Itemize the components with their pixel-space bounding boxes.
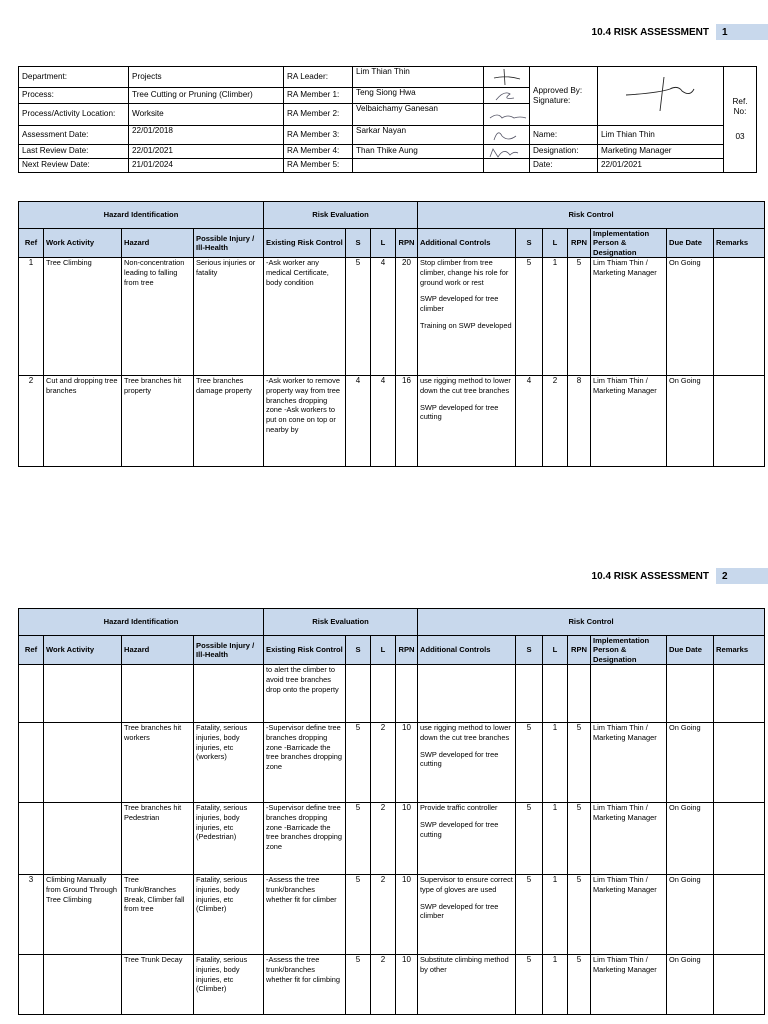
cell-ref: 3 (19, 875, 44, 955)
assessment-date-value: 22/01/2018 (129, 126, 284, 145)
cell-s2: 5 (516, 258, 543, 376)
cell-implementation: Lim Thiam Thin / Marketing Manager (591, 258, 667, 376)
col-remarks: Remarks (714, 636, 765, 665)
col-due-date: Due Date (667, 229, 714, 258)
additional-control-item: SWP developed for tree climber (420, 294, 499, 313)
risk-evaluation-header: Risk Evaluation (264, 609, 418, 636)
info-table (18, 66, 757, 173)
col-implementation: Implementation Person & Designation (591, 636, 667, 665)
cell-ref: 2 (19, 376, 44, 467)
cell-s: 4 (346, 376, 371, 467)
signature-image (484, 104, 528, 126)
ra-member2-value: Velbaichamy Ganesan (353, 104, 484, 126)
cell-existing-control: -Supervisor define tree branches dropping zone -Barricade the tree branches dropping zone (264, 723, 346, 803)
cell-remarks (714, 665, 765, 723)
cell-s (346, 665, 371, 723)
cell-existing-control: -Assess the tree trunk/branches whether fit for climbing (264, 955, 346, 1015)
signature-leader (484, 67, 530, 88)
col-rpn2: RPN (568, 636, 591, 665)
hazard-identification-header: Hazard Identification (19, 202, 264, 229)
cell-additional-controls (418, 803, 516, 875)
process-label: Process: (19, 88, 129, 104)
cell-possible-injury: Fatality, serious injuries, body injuries, etc (Climber) (194, 875, 264, 955)
ra-leader-label: RA Leader: (284, 67, 353, 88)
cell-due-date: On Going (667, 376, 714, 467)
signature-image (484, 145, 528, 159)
col-hazard: Hazard (122, 636, 194, 665)
cell-implementation: Lim Thiam Thin / Marketing Manager (591, 723, 667, 803)
cell-s2: 5 (516, 955, 543, 1015)
department-value: Projects (129, 67, 284, 88)
col-existing-control: Existing Risk Control (264, 636, 346, 665)
cell-hazard: Tree Trunk Decay (122, 955, 194, 1015)
cell-l2: 1 (543, 875, 568, 955)
cell-rpn: 10 (396, 955, 418, 1015)
name-label: Name: (530, 126, 598, 145)
cell-l: 2 (371, 955, 396, 1015)
cell-additional-controls (418, 723, 516, 803)
cell-s: 5 (346, 955, 371, 1015)
col-l2: L (543, 636, 568, 665)
assessment-date-label: Assessment Date: (19, 126, 129, 145)
risk-control-header: Risk Control (418, 609, 765, 636)
cell-work-activity (44, 723, 122, 803)
cell-existing-control: -Ask worker to remove property way from tree branches dropping zone -Ask workers to put on cone on top or nearby by (264, 376, 346, 467)
cell-rpn2: 5 (568, 875, 591, 955)
cell-existing-control: -Supervisor define tree branches dropping zone -Barricade the tree branches dropping zone (264, 803, 346, 875)
table-row (19, 723, 765, 803)
additional-control-item: use rigging method to lower down the cut tree branches (420, 376, 511, 396)
cell-possible-injury: Fatality, serious injuries, body injuries, etc (workers) (194, 723, 264, 803)
additional-control-item: Provide traffic controller (420, 803, 498, 813)
cell-rpn2: 5 (568, 723, 591, 803)
cell-s: 5 (346, 875, 371, 955)
col-ref: Ref (19, 229, 44, 258)
signature-member5 (484, 159, 530, 173)
document-title: 10.4 RISK ASSESSMENT (591, 26, 709, 38)
ref-value: 03 (735, 131, 745, 141)
risk-evaluation-header: Risk Evaluation (264, 202, 418, 229)
location-label: Process/Activity Location: (19, 104, 129, 126)
col-l: L (371, 636, 396, 665)
page-number: 1 (716, 24, 768, 40)
cell-possible-injury: Fatality, serious injuries, body injuries, etc (Climber) (194, 955, 264, 1015)
cell-ref (19, 955, 44, 1015)
cell-s: 5 (346, 723, 371, 803)
cell-work-activity: Climbing Manually from Ground Through Tree Climbing (44, 875, 122, 955)
additional-control-item: Stop climber from tree climber, change his role for ground work or rest (420, 258, 509, 287)
additional-control-item: Substitute climbing method by other (420, 955, 509, 975)
cell-additional-controls (418, 376, 516, 467)
table-row (19, 955, 765, 1015)
cell-due-date (667, 665, 714, 723)
signature-member2 (484, 104, 530, 126)
col-rpn: RPN (396, 229, 418, 258)
cell-rpn2 (568, 665, 591, 723)
cell-additional-controls (418, 258, 516, 376)
col-existing-control: Existing Risk Control (264, 229, 346, 258)
ref-label: Ref. No: (732, 97, 748, 117)
cell-due-date: On Going (667, 723, 714, 803)
cell-l2: 1 (543, 955, 568, 1015)
cell-rpn2: 8 (568, 376, 591, 467)
cell-remarks (714, 803, 765, 875)
cell-existing-control: to alert the climber to avoid tree branches drop onto the property (264, 665, 346, 723)
col-s: S (346, 229, 371, 258)
cell-ref (19, 665, 44, 723)
cell-rpn2: 5 (568, 258, 591, 376)
col-possible-injury: Possible Injury / Ill-Health (194, 636, 264, 665)
cell-remarks (714, 376, 765, 467)
cell-implementation: Lim Thiam Thin / Marketing Manager (591, 955, 667, 1015)
cell-existing-control: -Assess the tree trunk/branches whether fit for climber (264, 875, 346, 955)
ra-leader-value: Lim Thian Thin (353, 67, 484, 88)
col-rpn: RPN (396, 636, 418, 665)
cell-l: 4 (371, 376, 396, 467)
cell-work-activity (44, 803, 122, 875)
designation-label: Designation: (530, 145, 598, 159)
next-review-value: 21/01/2024 (129, 159, 284, 173)
additional-control-item: use rigging method to lower down the cut tree branches (420, 723, 511, 743)
cell-additional-controls (418, 875, 516, 955)
ra-member5-value (353, 159, 484, 173)
col-hazard: Hazard (122, 229, 194, 258)
cell-l2: 2 (543, 376, 568, 467)
cell-hazard (122, 665, 194, 723)
signature-member3 (484, 126, 530, 145)
col-implementation: Implementation Person & Designation (591, 229, 667, 258)
ra-member4-value: Than Thike Aung (353, 145, 484, 159)
signature-member4 (484, 145, 530, 159)
cell-remarks (714, 258, 765, 376)
date-value: 22/01/2021 (598, 159, 724, 173)
cell-existing-control: -Ask worker any medical Certificate, body condition (264, 258, 346, 376)
cell-work-activity: Tree Climbing (44, 258, 122, 376)
col-l2: L (543, 229, 568, 258)
cell-possible-injury: Fatality, serious injuries, body injuries, etc (Pedestrian) (194, 803, 264, 875)
approved-signature-image (598, 67, 718, 123)
cell-rpn: 16 (396, 376, 418, 467)
signature-member1 (484, 88, 530, 104)
cell-implementation (591, 665, 667, 723)
additional-control-item: SWP developed for tree cutting (420, 749, 499, 769)
process-value: Tree Cutting or Pruning (Climber) (129, 88, 284, 104)
cell-rpn2: 5 (568, 955, 591, 1015)
cell-rpn (396, 665, 418, 723)
cell-possible-injury (194, 665, 264, 723)
col-s: S (346, 636, 371, 665)
ra-member1-value: Teng Siong Hwa (353, 88, 484, 104)
table-row (19, 376, 765, 467)
col-additional-controls: Additional Controls (418, 229, 516, 258)
cell-hazard: Tree branches hit Pedestrian (122, 803, 194, 875)
name-value: Lim Thian Thin (598, 126, 724, 145)
signature-image (484, 67, 528, 87)
page-header-1 (592, 24, 768, 40)
cell-s2: 5 (516, 723, 543, 803)
cell-hazard: Tree branches hit workers (122, 723, 194, 803)
page-number: 2 (716, 568, 768, 584)
additional-control-item: SWP developed for tree cutting (420, 820, 499, 839)
col-s2: S (516, 229, 543, 258)
cell-s: 5 (346, 803, 371, 875)
cell-remarks (714, 875, 765, 955)
col-l: L (371, 229, 396, 258)
additional-control-item: SWP developed for tree cutting (420, 402, 499, 422)
ra-member3-value: Sarkar Nayan (353, 126, 484, 145)
cell-due-date: On Going (667, 803, 714, 875)
col-remarks: Remarks (714, 229, 765, 258)
table-row (19, 665, 765, 723)
last-review-label: Last Review Date: (19, 145, 129, 159)
cell-s: 5 (346, 258, 371, 376)
signature-image (484, 88, 528, 104)
table-row (19, 875, 765, 955)
col-possible-injury: Possible Injury / Ill-Health (194, 229, 264, 258)
additional-control-item: Training on SWP developed (420, 320, 512, 330)
cell-s2: 5 (516, 803, 543, 875)
hazard-identification-header: Hazard Identification (19, 609, 264, 636)
cell-rpn2: 5 (568, 803, 591, 875)
cell-additional-controls (418, 665, 516, 723)
risk-control-header: Risk Control (418, 202, 765, 229)
cell-work-activity (44, 955, 122, 1015)
last-review-value: 22/01/2021 (129, 145, 284, 159)
col-s2: S (516, 636, 543, 665)
ra-member4-label: RA Member 4: (284, 145, 353, 159)
cell-s2: 5 (516, 875, 543, 955)
cell-rpn: 20 (396, 258, 418, 376)
additional-control-item: Supervisor to ensure correct type of gloves are used (420, 875, 513, 895)
cell-ref: 1 (19, 258, 44, 376)
cell-due-date: On Going (667, 875, 714, 955)
cell-rpn: 10 (396, 803, 418, 875)
cell-ref (19, 723, 44, 803)
col-due-date: Due Date (667, 636, 714, 665)
cell-hazard: Tree Trunk/Branches Break, Climber fall from tree (122, 875, 194, 955)
department-label: Department: (19, 67, 129, 88)
cell-due-date: On Going (667, 955, 714, 1015)
ra-member2-label: RA Member 2: (284, 104, 353, 126)
cell-possible-injury: Serious injuries or fatality (194, 258, 264, 376)
cell-l: 2 (371, 723, 396, 803)
cell-hazard: Tree branches hit property (122, 376, 194, 467)
col-work-activity: Work Activity (44, 636, 122, 665)
ref-cell (724, 67, 757, 173)
approved-signature (598, 67, 724, 126)
cell-s2: 4 (516, 376, 543, 467)
additional-control-item: SWP developed for tree climber (420, 901, 499, 921)
cell-implementation: Lim Thiam Thin / Marketing Manager (591, 376, 667, 467)
table-row (19, 258, 765, 376)
cell-l: 2 (371, 803, 396, 875)
col-rpn2: RPN (568, 229, 591, 258)
col-ref: Ref (19, 636, 44, 665)
cell-l: 2 (371, 875, 396, 955)
signature-image (484, 126, 528, 145)
cell-ref (19, 803, 44, 875)
cell-implementation: Lim Thiam Thin / Marketing Manager (591, 803, 667, 875)
cell-l: 4 (371, 258, 396, 376)
cell-l2: 1 (543, 258, 568, 376)
cell-additional-controls (418, 955, 516, 1015)
cell-remarks (714, 723, 765, 803)
cell-remarks (714, 955, 765, 1015)
table-row (19, 803, 765, 875)
cell-due-date: On Going (667, 258, 714, 376)
cell-s2 (516, 665, 543, 723)
cell-work-activity (44, 665, 122, 723)
cell-hazard: Non-concentration leading to falling from tree (122, 258, 194, 376)
designation-value: Marketing Manager (598, 145, 724, 159)
ra-member3-label: RA Member 3: (284, 126, 353, 145)
cell-l2: 1 (543, 803, 568, 875)
cell-l2 (543, 665, 568, 723)
next-review-label: Next Review Date: (19, 159, 129, 173)
ra-member5-label: RA Member 5: (284, 159, 353, 173)
ra-member1-label: RA Member 1: (284, 88, 353, 104)
approved-label: Approved By: Signature: (530, 67, 598, 126)
cell-l2: 1 (543, 723, 568, 803)
col-additional-controls: Additional Controls (418, 636, 516, 665)
cell-implementation: Lim Thiam Thin / Marketing Manager (591, 875, 667, 955)
cell-possible-injury: Tree branches damage property (194, 376, 264, 467)
risk-table-page-2 (18, 608, 765, 1015)
cell-work-activity: Cut and dropping tree branches (44, 376, 122, 467)
cell-rpn: 10 (396, 875, 418, 955)
page-header-2 (592, 568, 768, 584)
col-work-activity: Work Activity (44, 229, 122, 258)
date-label: Date: (530, 159, 598, 173)
risk-table-page-1 (18, 201, 765, 467)
document-title: 10.4 RISK ASSESSMENT (591, 570, 709, 582)
cell-l (371, 665, 396, 723)
location-value: Worksite (129, 104, 284, 126)
cell-rpn: 10 (396, 723, 418, 803)
